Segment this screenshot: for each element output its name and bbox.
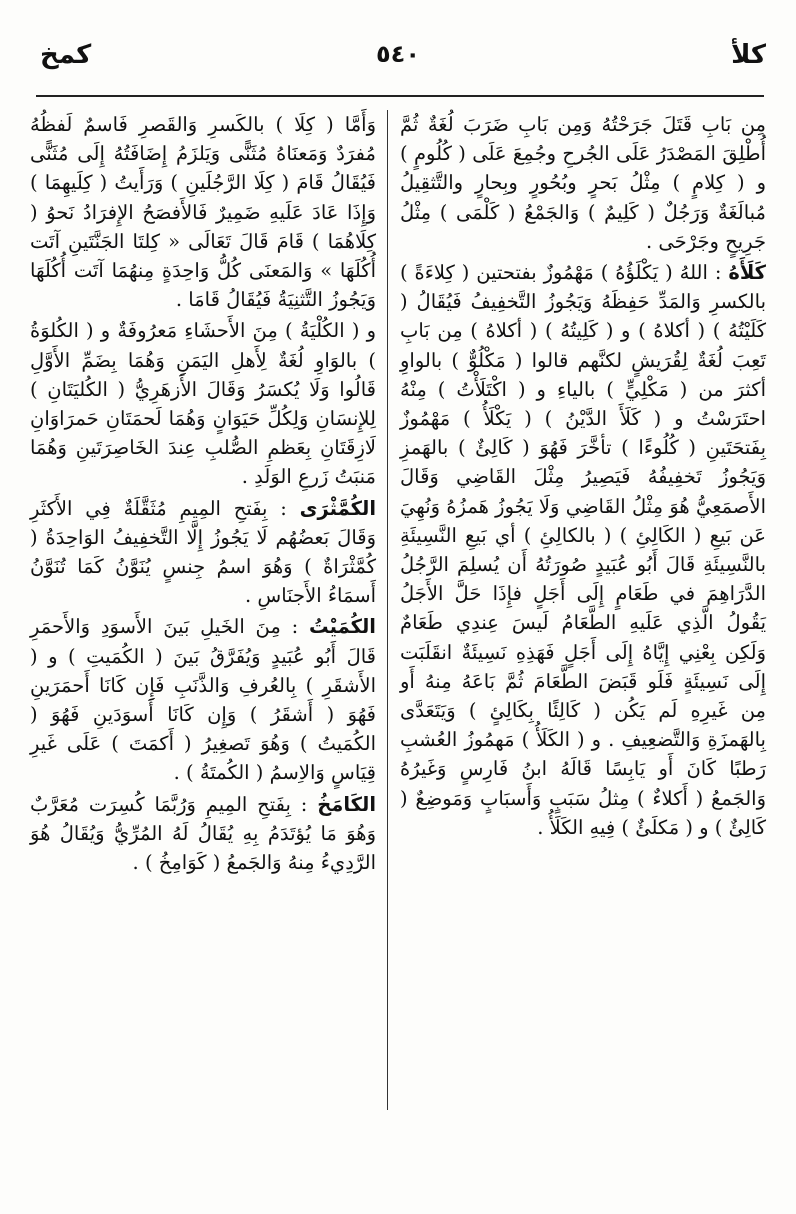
entry-kumait bbox=[30, 612, 376, 787]
entry-kamikh bbox=[30, 790, 376, 878]
entry-kummathra bbox=[30, 494, 376, 611]
entry-kila: وَأَمَّا ( كِلَا ) بالكَسرِ وَالقَصرِ فَاسمٌ لَفظُهُ مُفرَدٌ وَمَعنَاهُ مُثَنًّى وَيَلزَمُ إِضَافَتُهُ إِلَى مُثَنًّى فَيُقَالُ قَامَ ( كِلَا الرَّجُلَينِ ) وَرَأَيتُ ( كِلَيهِمَا ) وَإِذَا عَادَ عَلَيهِ ضَمِيرٌ فَالأَفصَحُ الإِفرَادُ نَحوُ ( كِلَاهُمَا ) قَامَ قَالَ تَعَالَى « كِلتَا الجَنَّتَينِ آتَت أُكُلَهَا » وَالمَعنَى كُلُّ وَاحِدَةٍ مِنهُمَا آتَت أُكُلَهَا وَيَجُوزُ التَّثنِيَةُ فَيُقَالُ قَامَا . bbox=[30, 113, 376, 312]
entry-body: : بِفَتحِ المِيمِ مُثَقَّلَةٌ فِي الأَكثَرِ وَقَالَ بَعضُهُم لَا يَجُوزُ إِلَّا التَّخفِيفُ الوَاحِدَةُ ( كُمَّثْرَاةٌ ) وَهُوَ اسمُ جِنسٍ يُنَوَّنُ كَمَا تُنَوَّنُ أَسمَاءُ الأَجنَاسِ . bbox=[30, 496, 376, 608]
right-column bbox=[400, 110, 766, 844]
right-guide-word: كلأ bbox=[731, 40, 766, 70]
entry-continuation: مِن بَابِ قَتَلَ جَرَحْتُهُ وَمِن بَابِ ضَرَبَ لُغَةٌ ثُمَّ أُطْلِقَ المَصْدَرُ عَلَى الجُرحِ وجُمِعَ عَلَى ( كُلُومٍ ) و ( كِلامٍ ) مِثْلُ بَحرٍ وبُحُورٍ وبِحارٍ والتَّثقِيلُ مُبالَغَةٌ وَرَجُلٌ ( كَلِيمٌ ) وَالجَمْعُ ( كَلْمَى ) مِثْلُ جَرِيحٍ وجَرْحَى . bbox=[400, 113, 766, 253]
page-number: ٥٤٠ bbox=[376, 40, 420, 68]
entry-kulya: و ( الكُلْيَةُ ) مِنَ الأَحشَاءِ مَعرُوفَةٌ و ( الكُلوَةُ ) بالوَاوِ لُغَةٌ لِأَهلِ اليَمَنِ وَهُمَا بِضَمِّ الأَوَّلِ قَالُوا وَلَا يُكسَرُ وَقَالَ الأَزهَرِيُّ ( الكُليَتَانِ ) لِلإِنسَانِ وَلِكُلِّ حَيَوَانٍ وَهُمَا لَحمَتَانِ حَمرَاوَانِ لَازِقَتَانِ بِعَظمِ الصُّلبِ عِندَ الخَاصِرَتَينِ وَهُمَا مَنبَتُ زَرعِ الوَلَدِ . bbox=[30, 319, 376, 489]
page-header bbox=[30, 40, 766, 100]
entry-headword: الكَامَخُ bbox=[317, 792, 376, 816]
entry-body: : بِفَتحِ المِيمِ وَرُبَّمَا كُسِرَت مُعَرَّبٌ وَهُوَ مَا يُؤتَدَمُ بِهِ يُقَالُ لَهُ المُرِّيُّ وَيُقَالُ هُوَ الرَّدِيءُ مِنهُ وَالجَمعُ ( كَوَامِخُ ) . bbox=[30, 792, 376, 875]
entry-body: : مِنَ الخَيلِ بَينَ الأَسوَدِ وَالأَحمَرِ قَالَ أَبُو عُبَيدٍ وَيُفَرَّقُ بَينَ ( الكُمَيتِ ) و ( الأَشقَرِ ) بِالعُرفِ وَالذَّنَبِ فَإِن كَانَا أَحمَرَينِ فَهُوَ ( أَشقَرُ ) وَإِن كَانَا أَسوَدَينِ فَهُوَ ( الكُمَيتُ ) وَهُوَ تَصغِيرُ ( أَكمَتَ ) عَلَى غَيرِ قِيَاسٍ وَالاِسمُ ( الكُمتَةُ ) . bbox=[30, 615, 376, 785]
entry-headword: الكُمَّثْرَى bbox=[299, 496, 377, 520]
entry-headword: الكُمَيْتُ bbox=[308, 615, 376, 639]
entry-kala-ahu bbox=[400, 258, 766, 842]
entry-headword: كَلَأَهُ bbox=[728, 261, 766, 285]
column-divider bbox=[387, 110, 388, 1110]
header-rule bbox=[36, 95, 764, 97]
left-guide-word: كمخ bbox=[40, 40, 92, 70]
entry-body: : اللهُ ( يَكْلَؤُهُ ) مَهْمُوزٌ بفتحتين ( كِلاءَةً ) بالكسرِ وَالمَدِّ حَفِظَهُ وَيَجُوزُ التَّخفِيفُ فَيُقَالُ ( كَلَيْتُهُ ) ( أكلاهُ ) و ( كَلِيتُهُ ) ( أكلاهُ ) مِن بَابِ تَعِبَ لُغَةٌ لِقُرَيشٍ لكنَّهم قالوا ( مَكْلُوٌّ ) بالواوِ أكثرَ من ( مَكْلِيٍّ ) بالياءِ و ( اكْتَلَأْتُ ) مِنْهُ احتَرَسْتُ و ( كَلَأَ الدَّيْنُ ) ( يَكْلَأُ ) مَهْمُوزٌ بِفَتحَتَينِ ( كُلُوءًا ) تأخَّرَ فَهُوَ ( كَالِئٌ ) بالهَمزِ وَيَجُوزُ تَخفِيفُهُ فَيَصِيرُ مِثْلَ القَاضِي وَقَالَ الأَصمَعِيُّ هُوَ مِثْلُ القَاضِي وَلَا يَجُوزُ هَمزُهُ وَنُهِيَ عَن بَيعِ ( الكَالِئِ ) ( بالكالِئِ ) أي بَيعِ النَّسِيئَةِ بالنَّسِيئَةِ قَالَ أَبُو عُبَيدٍ صُورَتُهُ أَن يُسلِمَ الرَّجُلُ الدَّرَاهِمَ في طَعَامٍ إِلَى أَجَلٍ فإِذَا حَلَّ الأَجَلُ يَقُولُ الَّذِي عَلَيهِ الطَّعَامُ لَيسَ عِندِي طَعَامٌ وَلَكِن بِعْنِي إِيَّاهُ إِلَى أَجَلٍ فَهَذِهِ نَسِيئَةٌ انقَلَبَت إِلَى نَسِيئَةٍ فَلَو قَبَضَ الطَّعَامَ ثُمَّ بَاعَهُ مِنهُ أَو مِن غَيرِهِ لَم يَكُن ( كَالِئًا بِكَالِئٍ ) وَيَتَعَدَّى بِالهَمزَةِ وَالتَّضعِيفِ . و ( الكَلَأُ ) مَهمُوزُ العُشبِ رَطبًا كَانَ أَو يَابِسًا قَالَهُ ابنُ فَارِسٍ وَغَيرُهُ وَالجَمعُ ( أَكلاءٌ ) مِثلُ سَبَبٍ وَأَسبَابٍ وَمَوضِعٌ ( كَالِئٌ ) و ( مَكلَئٌ ) فِيهِ الكَلَأُ . bbox=[400, 261, 766, 839]
left-column bbox=[30, 110, 376, 879]
